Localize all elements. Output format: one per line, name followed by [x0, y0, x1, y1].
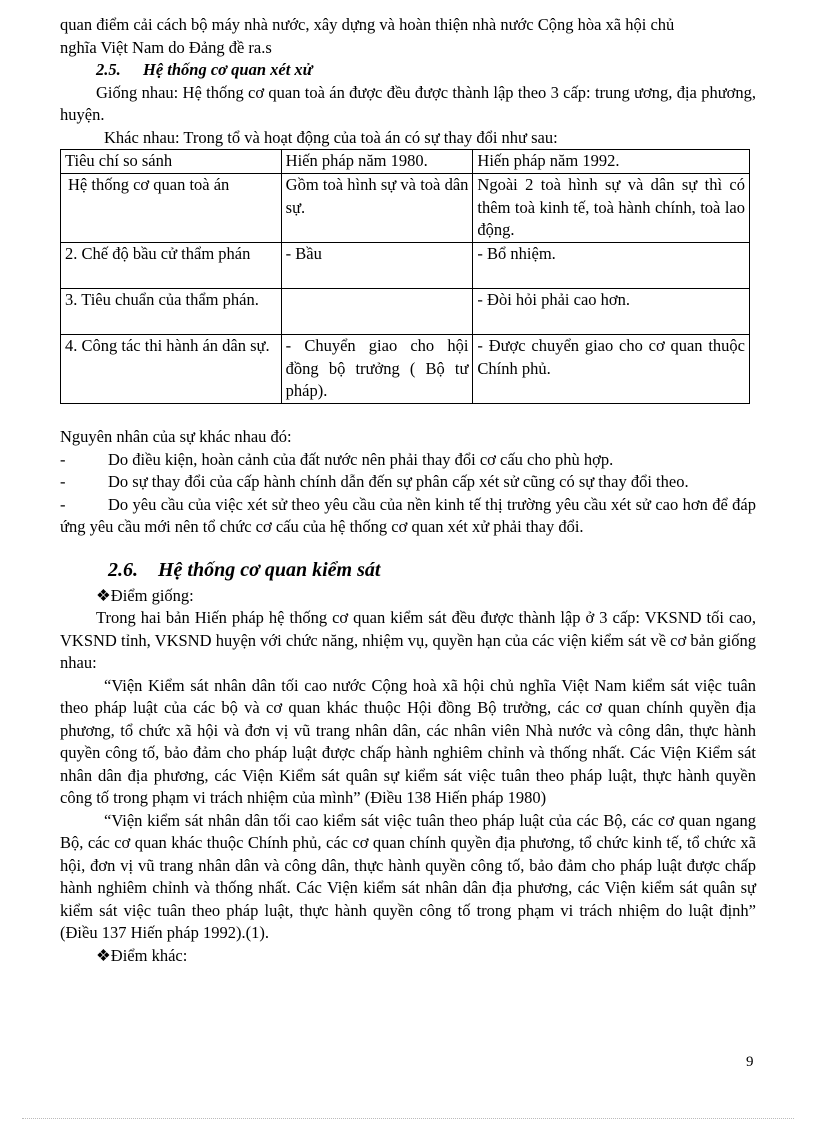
table-cell: 2. Chế độ bầu cử thẩm phán [61, 243, 282, 289]
diamond-bullet-icon: ❖ [96, 945, 111, 965]
table-header-cell: Hiến pháp năm 1980. [281, 150, 473, 174]
section-2-6-heading: 2.6. Hệ thống cơ quan kiểm sát [108, 558, 381, 581]
table-cell: 4. Công tác thi hành án dân sự. [61, 335, 282, 404]
table-cell: Hệ thống cơ quan toà án [61, 174, 282, 243]
similar-points-label: ❖Điểm giống: [96, 585, 194, 605]
table-header-cell: Tiêu chí so sánh [61, 150, 282, 174]
table-cell [281, 289, 473, 335]
table-cell: - Được chuyển giao cho cơ quan thuộc Chính phủ. [473, 335, 750, 404]
similar-points-paragraph: Trong hai bản Hiến pháp hệ thống cơ quan kiểm sát đều được thành lập ở 3 cấp: VKSND tối cao, VKSND tỉnh, VKSND huyện với chức năng, nhiệm vụ, quyền hạn của các viện kiểm sát về cơ bản giống nhau: [60, 608, 756, 672]
similarities-paragraph: Giống nhau: Hệ thống cơ quan toà án được đều được thành lập theo 3 cấp: trung ương, địa phương, huyện. [60, 82, 756, 124]
comparison-table [60, 149, 750, 404]
table-row [61, 174, 750, 243]
diamond-bullet-icon: ❖ [96, 585, 111, 605]
table-cell: - Chuyển giao cho hội đồng bộ trưởng ( Bộ tư pháp). [281, 335, 473, 404]
table-cell: 3. Tiêu chuẩn của thẩm phán. [61, 289, 282, 335]
reason-item: - Do sự thay đổi của cấp hành chính dẫn đến sự phân cấp xét sử cũng có sự thay đổi theo. [60, 472, 689, 491]
page-number: 9 [746, 1054, 754, 1070]
table-row [61, 289, 750, 335]
reasons-title: Nguyên nhân của sự khác nhau đó: [60, 427, 292, 446]
table-cell: - Đòi hỏi phải cao hơn. [473, 289, 750, 335]
table-cell: Ngoài 2 toà hình sự và dân sự thì có thêm toà kinh tế, toà hành chính, toà lao động. [473, 174, 750, 243]
page-bottom-border [22, 1118, 794, 1119]
quote-1980: “Viện Kiểm sát nhân dân tối cao nước Cộng hoà xã hội chủ nghĩa Việt Nam kiểm sát việc tuân theo pháp luật của các bộ và cơ quan khác thuộc Hội đồng Bộ trưởng, các cơ quan chính quyền địa phương, tổ chức xã hội và đơn vị vũ trang nhân dân, các nhân viên Nhà nước và công dân, thực hành quyền công tố, bảo đảm cho pháp luật được chấp hành nghiêm chỉnh và thống nhất. Các Viện Kiểm sát nhân dân địa phương, các Viện Kiểm sát quân sự kiểm sát việc tuân theo pháp luật, thực hành quyền công tố trong phạm vi trách nhiệm của mình” (Điều 138 Hiến pháp 1980) [60, 675, 756, 807]
differences-paragraph: Khác nhau: Trong tổ và hoạt động của toà án có sự thay đổi như sau: [104, 127, 558, 147]
document-page [60, 14, 756, 967]
table-row [61, 243, 750, 289]
different-points-label: ❖Điểm khác: [96, 945, 188, 965]
intro-paragraph: quan điểm cải cách bộ máy nhà nước, xây dựng và hoàn thiện nhà nước Cộng hòa xã hội chủ nghĩa Việt Nam do Đảng đề ra.s [60, 15, 675, 57]
table-header-row [61, 150, 750, 174]
table-cell: - Bổ nhiệm. [473, 243, 750, 289]
table-cell: - Bầu [281, 243, 473, 289]
section-2-5-heading: 2.5. Hệ thống cơ quan xét xử [96, 60, 313, 79]
reason-item: - Do điều kiện, hoàn cảnh của đất nước nên phải thay đổi cơ cấu cho phù hợp. [60, 449, 614, 469]
reason-item: - Do yêu cầu của việc xét sử theo yêu cầu của nền kinh tế thị trường yêu cầu xét sử cao hơn để đáp ứng yêu cầu mới nên tổ chức cơ cấu của hệ thống cơ quan xét xử phải thay đổi. [60, 494, 756, 536]
table-cell: Gồm toà hình sự và toà dân sự. [281, 174, 473, 243]
table-header-cell: Hiến pháp năm 1992. [473, 150, 750, 174]
quote-1992: “Viện kiểm sát nhân dân tối cao kiểm sát việc tuân theo pháp luật của các Bộ, các cơ quan ngang Bộ, các cơ quan khác thuộc Chính phủ, các cơ quan chính quyền địa phương, tổ chức kinh tế, tổ chức xã hội, đơn vị vũ trang nhân dân và công dân, thực hành quyền công tố, bảo đảm cho pháp luật được chấp hành nghiêm chỉnh và thống nhất. Các Viện kiểm sát nhân dân địa phương, các Viện kiểm sát quân sự kiểm sát việc tuân theo pháp luật, thực hành quyền công tố trong phạm vi trách nhiệm do luật định” (Điều 137 Hiến pháp 1992).(1). [60, 810, 756, 942]
table-row [61, 335, 750, 404]
